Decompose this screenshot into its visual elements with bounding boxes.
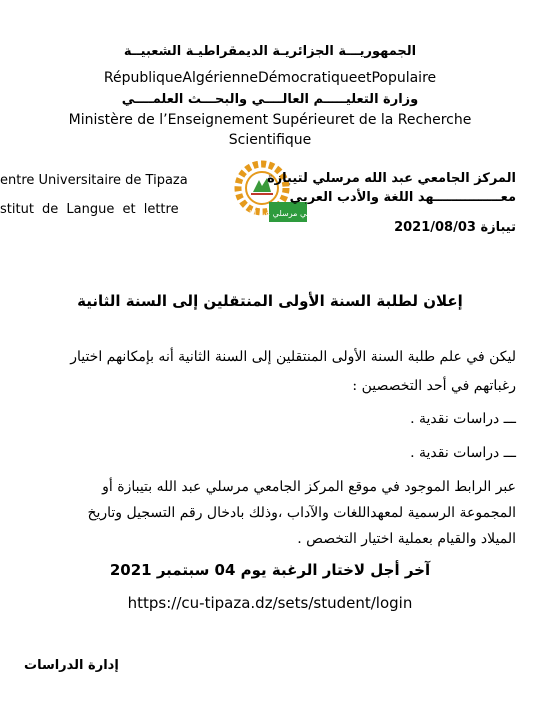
intro-line-1: ليكن في علم طلبة السنة الأولى المنتقلين إلى السنة الثانية أنه بإمكانهم اختيار	[70, 349, 516, 365]
deadline-text: آخر أجل لاختار الرغبة يوم 04 سبتمبر 2021	[109, 561, 431, 579]
ministry-french-line2: Scientifique	[228, 132, 312, 148]
republic-french: RépubliqueAlgérienneDémocratiqueetPopulaire	[103, 70, 437, 86]
republic-arabic: الجمهوريـــة الجزائريـة الديمقراطيـة الشعبيــة	[123, 44, 417, 59]
intro-line-2: رغباتهم في أحد التخصصين :	[352, 378, 516, 394]
option-2: ـــ دراسات نقدية .	[410, 445, 516, 461]
ministry-french-line1: Ministère de l’Enseignement Supérieuret de la Recherche	[68, 112, 472, 128]
announcement-title: إعلان لطلبة السنة الأولى المنتقلين إلى السنة الثانية	[77, 292, 463, 310]
document-date: تيبازة 2021/08/03	[394, 220, 516, 235]
registration-link[interactable]: https://cu-tipaza.dz/sets/student/login	[127, 594, 413, 612]
option-1: ـــ دراسات نقدية .	[410, 411, 516, 427]
institute-name-arabic: معـــــــــــــــهد اللغة والأدب العربي	[289, 190, 516, 205]
paragraph-line-1: عبر الرابط الموجود في موقع المركز الجامعي مرسلي عبد الله بتيبازة أو	[102, 479, 516, 495]
logo-text: المركز الجامعي مرسلي عبد الله تيبازة	[224, 209, 352, 218]
institute-name-french: stitut de Langue et lettre	[0, 202, 179, 217]
center-name-arabic: المركز الجامعي عبد الله مرسلي لتيبازة	[267, 171, 516, 186]
paragraph-line-3: الميلاد والقيام بعملية اختيار التخصص .	[297, 531, 516, 547]
ministry-arabic: وزارة التعليـــــم العالــــي والبحـــث العلمــــي	[121, 92, 419, 107]
center-name-french: entre Universitaire de Tipaza	[0, 173, 188, 188]
paragraph-line-2: المجموعة الرسمية لمعهداللغات والآداب ،وذلك بادخال رقم التسجيل وتاريخ	[87, 505, 516, 521]
signature: إدارة الدراسات	[24, 658, 119, 673]
